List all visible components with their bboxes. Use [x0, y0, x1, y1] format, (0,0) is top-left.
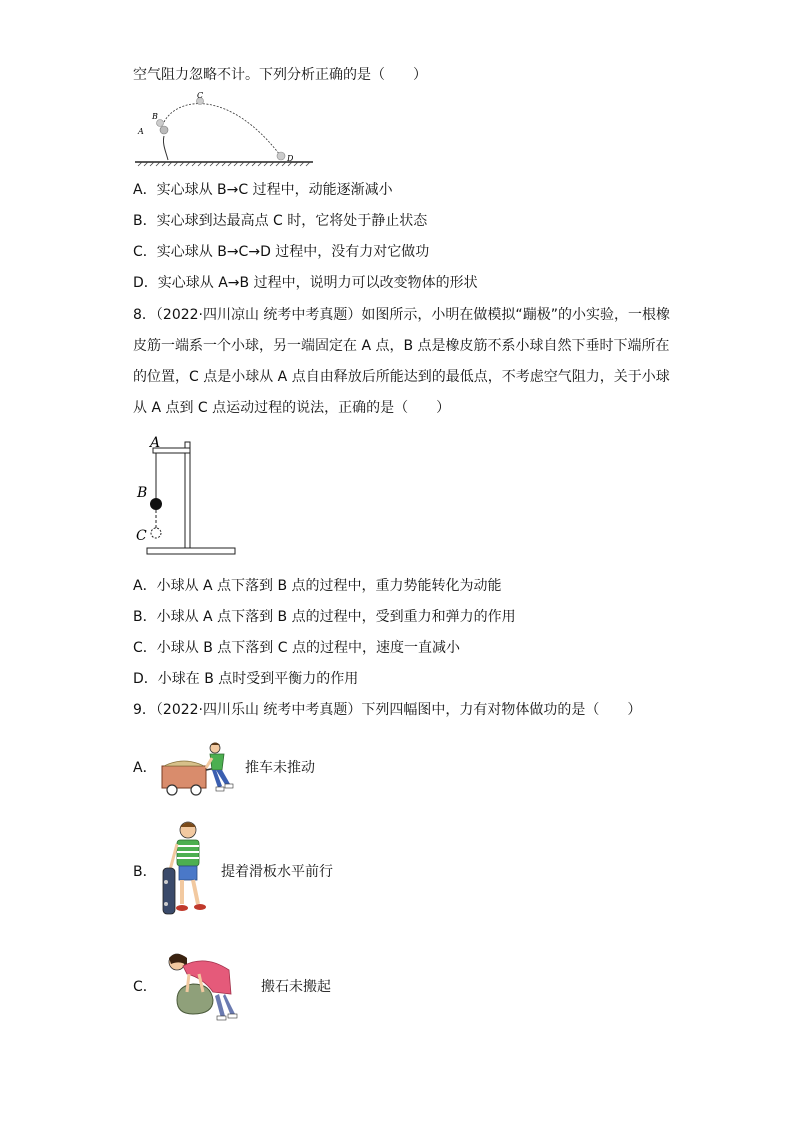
q8-option-d: D．小球在 B 点时受到平衡力的作用: [133, 671, 359, 687]
q8-option-c: C．小球从 B 点下落到 C 点的过程中，速度一直减小: [133, 640, 460, 656]
q9-choice-c-letter: C．: [133, 979, 157, 995]
q8-option-b: B．小球从 A 点下落到 B 点的过程中，受到重力和弹力的作用: [133, 609, 516, 625]
q8-label-b: B: [137, 485, 148, 501]
q8-bungee-apparatus-figure: [133, 432, 243, 558]
q9-carrying-skateboard-picture: [160, 818, 212, 922]
q7-option-a: A．实心球从 B→C 过程中，动能逐渐减小: [133, 182, 393, 198]
q8-stem-line-2: 皮筋一端系一个小球，另一端固定在 A 点，B 点是橡皮筋不系小球自然下垂时下端所在: [133, 338, 670, 354]
q8-label-a: A: [150, 435, 161, 451]
q9-pushing-cart-picture: [158, 738, 244, 798]
q8-stem-line-1: 8．（2022·四川凉山 统考中考真题）如图所示，小明在做模拟“蹦极”的小实验，一根橡: [133, 307, 670, 323]
q8-stem-line-4: 从 A 点到 C 点运动过程的说法，正确的是（ ）: [133, 400, 451, 416]
q9-choice-a-letter: A．: [133, 760, 157, 776]
q9-choice-b-letter: B．: [133, 864, 157, 880]
q7-option-c: C．实心球从 B→C→D 过程中，没有力对它做功: [133, 244, 430, 260]
q9-stem: 9．（2022·四川乐山 统考中考真题）下列四幅图中，力有对物体做功的是（ ）: [133, 702, 642, 718]
q7-label-d: D: [287, 154, 294, 163]
q7-stem-tail: 空气阻力忽略不计。下列分析正确的是（ ）: [133, 67, 427, 83]
q9-choice-a-caption: 推车未推动: [245, 760, 315, 776]
q8-label-c: C: [136, 528, 147, 544]
q8-option-a: A．小球从 A 点下落到 B 点的过程中，重力势能转化为动能: [133, 578, 502, 594]
q9-choice-c-caption: 搬石未搬起: [261, 979, 331, 995]
q7-label-a: A: [138, 127, 144, 136]
q7-option-d: D．实心球从 A→B 过程中，说明力可以改变物体的形状: [133, 275, 478, 291]
q7-option-b: B．实心球到达最高点 C 时，它将处于静止状态: [133, 213, 428, 229]
q7-label-b: B: [152, 112, 158, 121]
q8-stem-line-3: 的位置，C 点是小球从 A 点自由释放后所能达到的最低点，不考虑空气阻力，关于小球: [133, 369, 670, 385]
q7-label-c: C: [197, 92, 204, 100]
q9-lifting-stone-picture: [163, 948, 241, 1024]
q9-choice-b-caption: 提着滑板水平前行: [221, 864, 333, 880]
q7-ball-trajectory-figure: [130, 92, 320, 167]
